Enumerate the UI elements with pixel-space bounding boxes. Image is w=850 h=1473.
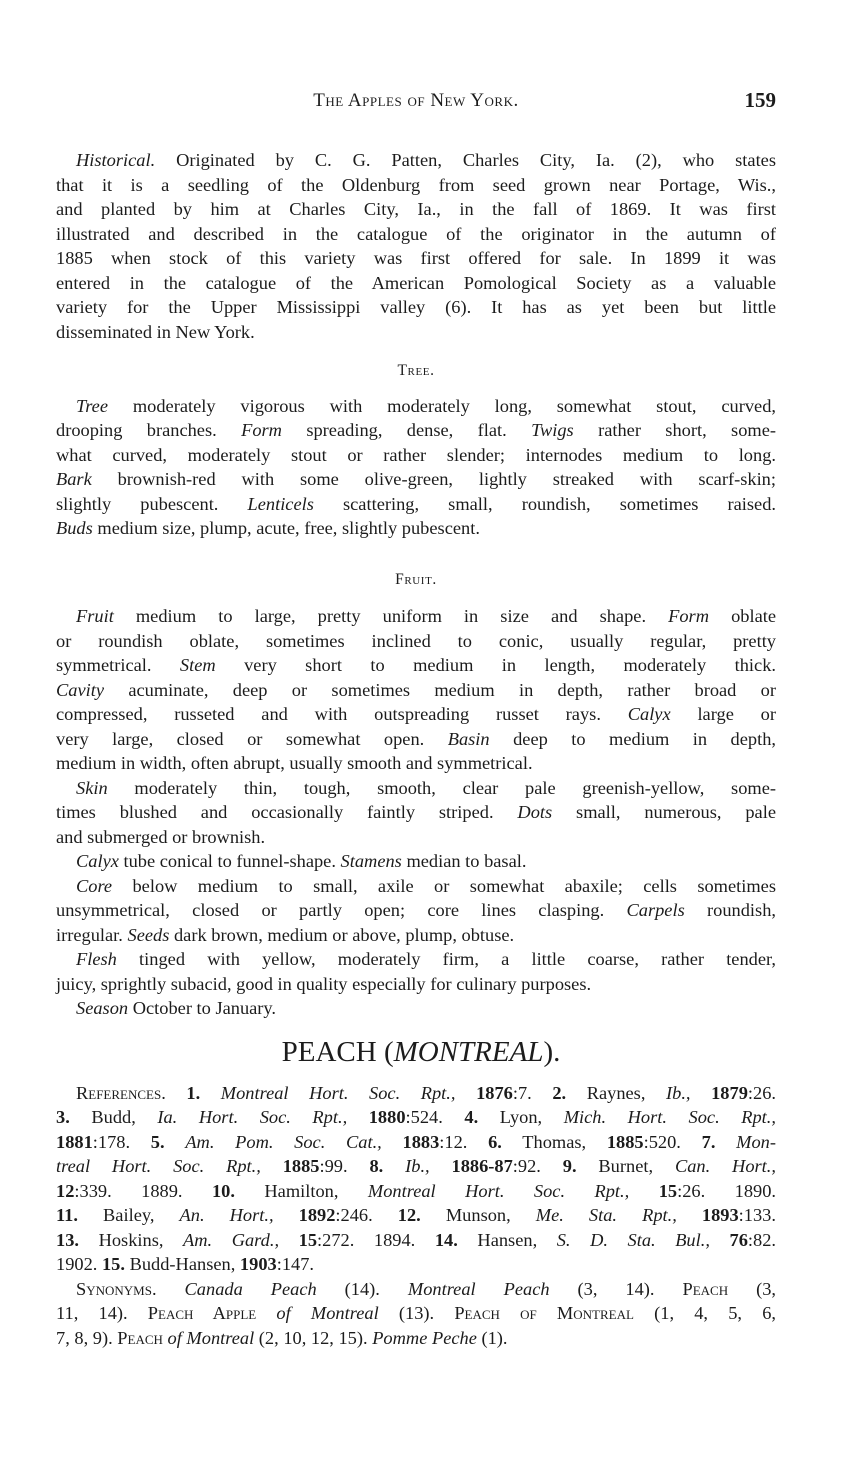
text-run: :339. 1889.: [74, 1180, 212, 1201]
reference-number: 1886-87: [451, 1156, 513, 1176]
italic-term: Can. Hort.,: [674, 1156, 776, 1176]
reference-number: 8.: [369, 1156, 384, 1176]
fruit-paragraph: [56, 874, 776, 948]
text-run: [382, 1132, 403, 1152]
text-run: and planted by him at Charles City, Ia., in the fall of 1869. It was first: [56, 199, 776, 219]
italic-term: Buds: [56, 518, 93, 538]
reference-number: 1881: [56, 1131, 93, 1152]
italic-term: Flesh: [76, 949, 117, 969]
text-run: Originated by C. G. Patten, Charles City, Ia. (2), who states: [155, 150, 776, 170]
italic-term: Montreal Peach: [407, 1278, 550, 1299]
italic-term: Stamens: [340, 851, 402, 871]
text-run: oblate: [709, 606, 776, 626]
reference-number: 15.: [101, 1254, 125, 1274]
text-line: [56, 678, 776, 703]
small-caps-text: Peach: [117, 1327, 163, 1348]
references-paragraph: [56, 1081, 776, 1277]
italic-term: Skin: [76, 777, 108, 798]
text-run: [166, 1083, 187, 1103]
text-line: [56, 197, 776, 222]
italic-term: Montreal Hort. Soc. Rpt.,: [367, 1180, 630, 1201]
text-run: 11, 14).: [56, 1303, 148, 1323]
text-run: [279, 1230, 299, 1250]
text-run: times blushed and occasionally faintly striped.: [56, 802, 518, 822]
text-run: medium size, plump, acute, free, slightly pubescent.: [92, 518, 480, 538]
text-run: :272. 1894.: [317, 1229, 435, 1250]
text-line: [56, 295, 776, 320]
text-run: below medium to small, axile or somewhat abaxile; cells sometimes: [112, 875, 776, 896]
text-run: [256, 1303, 276, 1323]
text-line: [56, 874, 776, 899]
text-run: [261, 1156, 283, 1176]
italic-term: Ib.,: [666, 1082, 691, 1103]
small-caps-text: Peach: [682, 1278, 729, 1299]
small-caps-text: Peach of Montreal: [454, 1303, 634, 1323]
reference-number: 1876: [476, 1082, 513, 1103]
text-run: Munson,: [420, 1205, 536, 1225]
text-run: :82.: [747, 1229, 777, 1250]
text-run: medium in width, often abrupt, usually smooth and symmetrical.: [56, 753, 533, 773]
reference-number: 7.: [701, 1131, 716, 1152]
text-run: variety for the Upper Mississippi valley (6). It has as yet been but little: [56, 297, 776, 317]
text-line: [56, 394, 776, 419]
reference-number: 12.: [397, 1205, 421, 1225]
italic-term: Mon-: [736, 1131, 776, 1152]
italic-term: of Montreal: [276, 1303, 379, 1323]
text-run: [157, 1279, 185, 1299]
text-run: :520.: [643, 1131, 702, 1152]
text-run: acuminate, deep or sometimes medium in depth, rather broad or: [104, 679, 776, 700]
text-line: [56, 1179, 776, 1204]
text-run: Bailey,: [77, 1205, 180, 1225]
text-line: [56, 271, 776, 296]
italic-term: Cavity: [56, 679, 105, 700]
reference-number: 1903: [239, 1254, 277, 1274]
text-run: Raynes,: [566, 1082, 667, 1103]
text-run: irregular.: [56, 924, 128, 945]
text-run: and submerged or brownish.: [56, 826, 266, 847]
text-run: [455, 1083, 476, 1103]
text-run: :524.: [405, 1107, 465, 1127]
historical-paragraph: [56, 148, 776, 344]
text-line: [56, 1130, 776, 1155]
text-run: :26.: [747, 1082, 776, 1103]
text-run: 1885 when stock of this variety was first offered for sale. In 1899 it was: [56, 248, 776, 268]
reference-number: 13.: [56, 1229, 79, 1250]
running-head: [56, 90, 776, 118]
text-line: [56, 923, 776, 948]
text-run: Budd-Hansen,: [124, 1254, 240, 1274]
text-run: moderately vigorous with moderately long, somewhat stout, curved,: [108, 395, 776, 416]
text-run: Hamilton,: [234, 1180, 368, 1201]
fruit-paragraph: [56, 776, 776, 850]
text-run: Burnet,: [576, 1156, 675, 1176]
italic-term: Lenticels: [247, 493, 314, 514]
text-line: [56, 727, 776, 752]
reference-number: 76: [729, 1229, 748, 1250]
italic-term: Twigs: [531, 420, 574, 440]
variety-title: [56, 1035, 776, 1069]
text-run: or roundish oblate, sometimes inclined to conic, usually regular, pretty: [56, 630, 776, 651]
italic-term: Mich. Hort. Soc. Rpt.,: [563, 1107, 776, 1127]
text-line: [56, 1277, 776, 1302]
text-run: [691, 1083, 712, 1103]
reference-number: 1879: [711, 1082, 748, 1103]
text-run: tinged with yellow, moderately firm, a little coarse, rather tender,: [116, 949, 776, 969]
reference-number: 10.: [211, 1180, 235, 1201]
small-caps-text: References.: [76, 1082, 166, 1103]
text-run: very short to medium in length, moderately thick.: [215, 655, 776, 675]
italic-term: S. D. Sta. Bul.,: [556, 1229, 710, 1250]
text-run: Thomas,: [501, 1131, 607, 1152]
text-run: dark brown, medium or above, plump, obtuse.: [169, 924, 515, 945]
text-run: small, numerous, pale: [552, 802, 776, 822]
text-run: tube conical to funnel-shape.: [118, 851, 341, 871]
italic-term: Season: [76, 998, 129, 1018]
tree-paragraph: [56, 394, 776, 541]
reference-number: 6.: [488, 1131, 502, 1152]
text-line: [56, 604, 776, 629]
reference-number: 15: [658, 1180, 678, 1201]
text-line: [56, 443, 776, 468]
text-run: :92.: [512, 1156, 563, 1176]
text-run: entered in the catalogue of the American Pomological Society as a valuable: [56, 272, 776, 293]
fruit-paragraph: [56, 604, 776, 776]
text-line: [56, 751, 776, 776]
text-run: :178.: [92, 1131, 151, 1152]
italic-term: Tree: [76, 395, 109, 416]
text-run: (3,: [728, 1278, 777, 1299]
text-run: [677, 1205, 702, 1225]
text-run: roundish,: [684, 900, 776, 920]
reference-number: 1892: [298, 1205, 336, 1225]
text-run: illustrated and described in the catalogue of the originator in the autumn of: [56, 223, 776, 244]
fruit-paragraph: [56, 996, 776, 1021]
text-line: [56, 1252, 776, 1277]
italic-term: Am. Gard.,: [183, 1229, 280, 1250]
text-run: [629, 1181, 658, 1201]
italic-term: Form: [241, 420, 282, 440]
italic-term: Am. Pom. Soc. Cat.,: [185, 1131, 382, 1152]
text-run: (1, 4, 5, 6,: [633, 1303, 776, 1323]
text-run: :26. 1890.: [677, 1180, 776, 1201]
italic-term: Core: [76, 875, 113, 896]
section-heading-fruit: Fruit.: [395, 570, 437, 588]
italic-term: Carpels: [626, 900, 685, 920]
text-line: [56, 898, 776, 923]
reference-number: 1880: [368, 1107, 406, 1127]
text-line: [56, 418, 776, 443]
text-run: moderately thin, tough, smooth, clear pale greenish-yellow, some-: [107, 777, 776, 798]
text-run: slightly pubescent.: [56, 493, 248, 514]
text-run: [274, 1205, 299, 1225]
page-body: [56, 148, 776, 1350]
italic-term: of Montreal: [167, 1327, 255, 1348]
text-line: [56, 320, 776, 345]
italic-term: Me. Sta. Rpt.,: [535, 1205, 677, 1225]
text-line: [56, 492, 776, 517]
text-line: [56, 516, 776, 541]
text-line: [56, 996, 776, 1021]
fruit-paragraph: [56, 849, 776, 874]
text-line: [56, 800, 776, 825]
text-run: rather short, some-: [573, 420, 776, 440]
text-line: [56, 222, 776, 247]
text-run: Lyon,: [478, 1107, 564, 1127]
text-run: scattering, small, roundish, sometimes raised.: [313, 493, 777, 514]
text-run: (1).: [476, 1327, 508, 1348]
italic-term: Canada Peach: [184, 1278, 317, 1299]
text-run: [430, 1156, 452, 1176]
italic-term: Bark: [56, 469, 92, 489]
italic-term: Seeds: [127, 924, 170, 945]
text-line: [56, 776, 776, 801]
text-line: [56, 1326, 776, 1351]
text-line: [56, 1105, 776, 1130]
reference-number: 1893: [701, 1205, 739, 1225]
text-run: :147.: [276, 1254, 314, 1274]
italic-term: An. Hort.,: [179, 1205, 274, 1225]
italic-term: treal Hort. Soc. Rpt.,: [56, 1156, 261, 1176]
text-run: juicy, sprightly subacid, good in quality especially for culinary purposes.: [56, 973, 592, 994]
text-run: (2, 10, 12, 15).: [254, 1327, 373, 1348]
text-line: [56, 148, 776, 173]
italic-term: Ib.,: [405, 1156, 430, 1176]
text-run: October to January.: [128, 998, 277, 1018]
text-run: [383, 1156, 405, 1176]
text-run: [165, 1132, 186, 1152]
reference-number: 1.: [186, 1082, 201, 1103]
text-line: [56, 849, 776, 874]
text-run: [710, 1230, 730, 1250]
text-line: [56, 1301, 776, 1326]
italic-term: Calyx: [627, 704, 671, 724]
reference-number: 1885: [282, 1156, 320, 1176]
reference-number: 15: [298, 1229, 318, 1250]
title-part: MONTREAL: [393, 1035, 544, 1068]
text-run: unsymmetrical, closed or partly open; core lines clasping.: [56, 900, 627, 920]
text-line: [56, 702, 776, 727]
reference-number: 1883: [402, 1131, 440, 1152]
text-run: [347, 1107, 369, 1127]
text-line: [56, 467, 776, 492]
section-heading-tree: Tree.: [397, 362, 435, 379]
page-number: 159: [744, 88, 776, 112]
italic-term: Historical.: [76, 150, 156, 170]
text-line: [56, 653, 776, 678]
reference-number: 3.: [56, 1107, 70, 1127]
italic-term: Montreal Hort. Soc. Rpt.,: [220, 1082, 456, 1103]
running-title: The Apples of New York.: [313, 90, 519, 111]
text-line: [56, 947, 776, 972]
text-run: 7, 8, 9).: [56, 1327, 118, 1348]
text-run: Hoskins,: [79, 1229, 184, 1250]
text-line: [56, 825, 776, 850]
reference-number: 11.: [56, 1205, 78, 1225]
text-run: symmetrical.: [56, 655, 180, 675]
text-line: [56, 1203, 776, 1228]
text-run: disseminated in New York.: [56, 321, 255, 342]
text-line: [56, 1081, 776, 1106]
italic-term: Basin: [447, 728, 490, 749]
text-run: 1902.: [56, 1254, 102, 1274]
italic-term: Pomme Peche: [372, 1327, 477, 1348]
text-run: brownish-red with some olive-green, lightly streaked with scarf-skin;: [91, 469, 776, 489]
text-line: [56, 629, 776, 654]
text-run: [715, 1132, 736, 1152]
title-part: PEACH (: [281, 1035, 394, 1068]
reference-number: 5.: [150, 1131, 165, 1152]
text-run: medium to large, pretty uniform in size and shape.: [113, 606, 669, 626]
text-run: compressed, russeted and with outspreading russet rays.: [56, 704, 628, 724]
text-run: :7.: [512, 1082, 553, 1103]
text-line: [56, 1154, 776, 1179]
title-part: ).: [543, 1035, 561, 1068]
text-run: :99.: [319, 1156, 370, 1176]
italic-term: Ia. Hort. Soc. Rpt.,: [157, 1107, 348, 1127]
italic-term: Dots: [517, 802, 553, 822]
text-line: [56, 173, 776, 198]
text-line: [56, 1228, 776, 1253]
small-caps-text: Peach Apple: [147, 1303, 257, 1323]
reference-number: 4.: [464, 1107, 479, 1127]
text-line: [56, 972, 776, 997]
reference-number: 2.: [552, 1082, 567, 1103]
text-run: what curved, moderately stout or rather slender; internodes medium to long.: [56, 444, 776, 465]
text-run: large or: [670, 704, 777, 724]
text-run: :12.: [439, 1131, 489, 1152]
text-run: :246.: [335, 1205, 398, 1225]
small-caps-text: Synonyms.: [76, 1278, 157, 1299]
synonyms-paragraph: [56, 1277, 776, 1351]
text-run: (13).: [378, 1303, 455, 1323]
italic-term: Calyx: [76, 851, 119, 871]
text-run: (14).: [316, 1278, 408, 1299]
reference-number: 9.: [562, 1156, 577, 1176]
reference-number: 12: [56, 1180, 75, 1201]
text-run: deep to medium in depth,: [489, 728, 777, 749]
italic-term: Stem: [179, 655, 216, 675]
text-run: Hansen,: [457, 1229, 557, 1250]
text-run: median to basal.: [401, 851, 527, 871]
reference-number: 1885: [606, 1131, 644, 1152]
fruit-paragraph: [56, 947, 776, 996]
text-run: spreading, dense, flat.: [281, 420, 532, 440]
text-run: Budd,: [69, 1107, 158, 1127]
text-run: that it is a seedling of the Oldenburg from seed grown near Portage, Wis.,: [56, 174, 776, 195]
text-line: [56, 246, 776, 271]
reference-number: 14.: [434, 1229, 458, 1250]
text-run: drooping branches.: [56, 420, 242, 440]
text-run: (3, 14).: [549, 1278, 683, 1299]
text-run: very large, closed or somewhat open.: [56, 728, 448, 749]
text-run: [200, 1083, 221, 1103]
italic-term: Fruit: [76, 606, 114, 626]
italic-term: Form: [668, 606, 709, 626]
text-run: :133.: [738, 1205, 776, 1225]
